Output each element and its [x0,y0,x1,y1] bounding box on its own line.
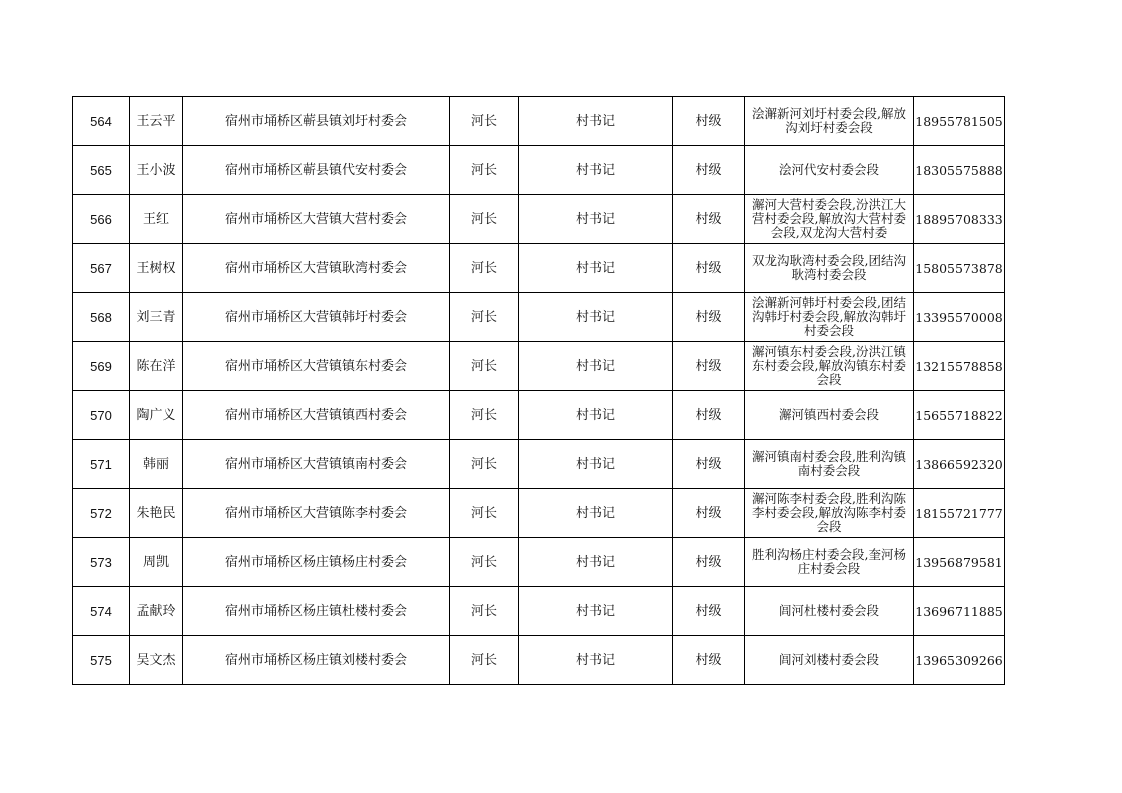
river-section-cell: 浍澥新河韩圩村委会段,团结沟韩圩村委会段,解放沟韩圩村委会段 [745,293,914,342]
level-cell: 村级 [673,195,745,244]
role-cell: 河长 [450,195,519,244]
post-cell: 村书记 [519,244,673,293]
table-row [73,587,1005,636]
river-section-cell: 澥河陈李村委会段,胜利沟陈李村委会段,解放沟陈李村委会段 [745,489,914,538]
level-cell: 村级 [673,587,745,636]
level-cell: 村级 [673,244,745,293]
river-section-cell: 浍河代安村委会段 [745,146,914,195]
role-cell: 河长 [450,391,519,440]
river-section-cell: 胜利沟杨庄村委会段,奎河杨庄村委会段 [745,538,914,587]
post-cell: 村书记 [519,342,673,391]
role-cell: 河长 [450,538,519,587]
row-number-cell: 574 [73,587,130,636]
phone-number-cell: 18955781505 [914,97,1005,146]
role-cell: 河长 [450,244,519,293]
work-unit-cell: 宿州市埇桥区大营镇韩圩村委会 [183,293,450,342]
phone-number-cell: 13965309266 [914,636,1005,685]
row-number-cell: 575 [73,636,130,685]
level-cell: 村级 [673,146,745,195]
level-cell: 村级 [673,293,745,342]
work-unit-cell: 宿州市埇桥区蕲县镇刘圩村委会 [183,97,450,146]
role-cell: 河长 [450,146,519,195]
table-row [73,146,1005,195]
level-cell: 村级 [673,97,745,146]
work-unit-cell: 宿州市埇桥区大营镇镇西村委会 [183,391,450,440]
person-name-cell: 吴文杰 [130,636,183,685]
row-number-cell: 573 [73,538,130,587]
table-row [73,538,1005,587]
post-cell: 村书记 [519,97,673,146]
work-unit-cell: 宿州市埇桥区大营镇镇南村委会 [183,440,450,489]
table-row [73,342,1005,391]
person-name-cell: 陈在洋 [130,342,183,391]
river-chief-table [72,96,1005,685]
post-cell: 村书记 [519,391,673,440]
work-unit-cell: 宿州市埇桥区大营镇陈李村委会 [183,489,450,538]
person-name-cell: 王树权 [130,244,183,293]
river-section-cell: 澥河镇东村委会段,汾洪江镇东村委会段,解放沟镇东村委会段 [745,342,914,391]
row-number-cell: 571 [73,440,130,489]
row-number-cell: 564 [73,97,130,146]
level-cell: 村级 [673,440,745,489]
post-cell: 村书记 [519,587,673,636]
row-number-cell: 568 [73,293,130,342]
role-cell: 河长 [450,440,519,489]
work-unit-cell: 宿州市埇桥区杨庄镇杜楼村委会 [183,587,450,636]
row-number-cell: 570 [73,391,130,440]
phone-number-cell: 13956879581 [914,538,1005,587]
role-cell: 河长 [450,342,519,391]
level-cell: 村级 [673,342,745,391]
phone-number-cell: 13696711885 [914,587,1005,636]
post-cell: 村书记 [519,146,673,195]
table-row [73,293,1005,342]
person-name-cell: 朱艳民 [130,489,183,538]
phone-number-cell: 18305575888 [914,146,1005,195]
level-cell: 村级 [673,391,745,440]
post-cell: 村书记 [519,538,673,587]
post-cell: 村书记 [519,489,673,538]
row-number-cell: 567 [73,244,130,293]
work-unit-cell: 宿州市埇桥区杨庄镇刘楼村委会 [183,636,450,685]
river-section-cell: 澥河大营村委会段,汾洪江大营村委会段,解放沟大营村委会段,双龙沟大营村委 [745,195,914,244]
post-cell: 村书记 [519,195,673,244]
river-section-cell: 浍澥新河刘圩村委会段,解放沟刘圩村委会段 [745,97,914,146]
work-unit-cell: 宿州市埇桥区蕲县镇代安村委会 [183,146,450,195]
role-cell: 河长 [450,489,519,538]
phone-number-cell: 13215578858 [914,342,1005,391]
person-name-cell: 周凯 [130,538,183,587]
level-cell: 村级 [673,489,745,538]
table-row [73,195,1005,244]
table-row [73,636,1005,685]
post-cell: 村书记 [519,440,673,489]
table-row [73,440,1005,489]
phone-number-cell: 15805573878 [914,244,1005,293]
river-section-cell: 双龙沟耿湾村委会段,团结沟耿湾村委会段 [745,244,914,293]
role-cell: 河长 [450,293,519,342]
person-name-cell: 王小波 [130,146,183,195]
table-row [73,391,1005,440]
work-unit-cell: 宿州市埇桥区杨庄镇杨庄村委会 [183,538,450,587]
phone-number-cell: 18895708333 [914,195,1005,244]
person-name-cell: 王云平 [130,97,183,146]
river-section-cell: 澥河镇南村委会段,胜利沟镇南村委会段 [745,440,914,489]
river-section-cell: 闾河刘楼村委会段 [745,636,914,685]
river-section-cell: 澥河镇西村委会段 [745,391,914,440]
level-cell: 村级 [673,636,745,685]
row-number-cell: 565 [73,146,130,195]
level-cell: 村级 [673,538,745,587]
row-number-cell: 572 [73,489,130,538]
person-name-cell: 韩丽 [130,440,183,489]
work-unit-cell: 宿州市埇桥区大营镇大营村委会 [183,195,450,244]
role-cell: 河长 [450,97,519,146]
person-name-cell: 王红 [130,195,183,244]
post-cell: 村书记 [519,636,673,685]
row-number-cell: 569 [73,342,130,391]
table-row [73,97,1005,146]
person-name-cell: 孟献玲 [130,587,183,636]
table-body [73,97,1005,685]
phone-number-cell: 13866592320 [914,440,1005,489]
work-unit-cell: 宿州市埇桥区大营镇镇东村委会 [183,342,450,391]
table-row [73,244,1005,293]
post-cell: 村书记 [519,293,673,342]
person-name-cell: 陶广义 [130,391,183,440]
phone-number-cell: 15655718822 [914,391,1005,440]
row-number-cell: 566 [73,195,130,244]
river-section-cell: 闾河杜楼村委会段 [745,587,914,636]
person-name-cell: 刘三青 [130,293,183,342]
role-cell: 河长 [450,636,519,685]
phone-number-cell: 13395570008 [914,293,1005,342]
role-cell: 河长 [450,587,519,636]
work-unit-cell: 宿州市埇桥区大营镇耿湾村委会 [183,244,450,293]
phone-number-cell: 18155721777 [914,489,1005,538]
table-row [73,489,1005,538]
